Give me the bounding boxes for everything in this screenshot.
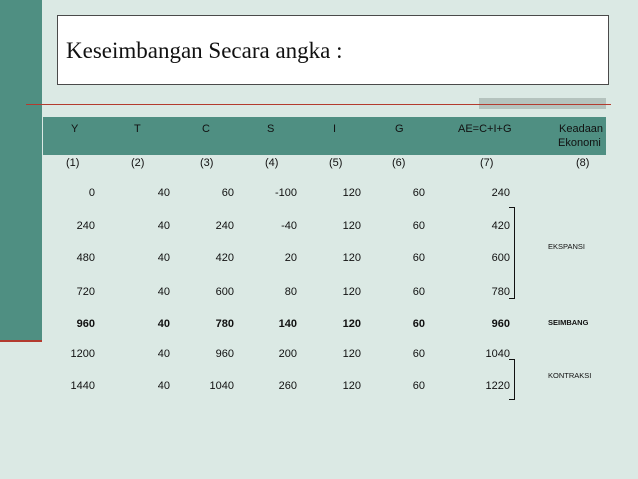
table-cell-t: 40 (157, 348, 170, 360)
table-cell-y: 960 (76, 318, 95, 330)
table-cell-g: 60 (412, 220, 425, 232)
colnum-3: (3) (200, 157, 214, 169)
table-cell-g: 60 (412, 286, 425, 298)
left-accent-line (0, 340, 42, 342)
table-cell-s: 260 (278, 380, 297, 392)
table-cell-ae: 240 (491, 187, 510, 199)
table-cell-t: 40 (157, 252, 170, 264)
table-header-band (43, 117, 606, 155)
colnum-2: (2) (131, 157, 145, 169)
header-c: C (202, 123, 210, 135)
table-cell-ae: 1040 (485, 348, 510, 360)
table-cell-g: 60 (412, 252, 425, 264)
table-cell-i: 120 (342, 187, 361, 199)
table-cell-t: 40 (157, 318, 170, 330)
colnum-7: (7) (480, 157, 494, 169)
table-cell-t: 40 (157, 187, 170, 199)
table-cell-s: -40 (281, 220, 297, 232)
note-seimbang: SEIMBANG (548, 318, 589, 327)
table-cell-c: 60 (221, 187, 234, 199)
table-cell-i: 120 (342, 380, 361, 392)
table-cell-s: 80 (284, 286, 297, 298)
table-cell-i: 120 (342, 252, 361, 264)
table-cell-c: 960 (215, 348, 234, 360)
table-cell-ae: 420 (491, 220, 510, 232)
table-cell-y: 0 (88, 187, 95, 199)
colnum-1: (1) (66, 157, 80, 169)
table-cell-c: 780 (215, 318, 234, 330)
header-t: T (134, 123, 141, 135)
table-cell-ae: 600 (491, 252, 510, 264)
table-cell-y: 480 (76, 252, 95, 264)
table-cell-t: 40 (157, 286, 170, 298)
ekspansi-bracket (509, 207, 515, 299)
table-cell-s: -100 (274, 187, 297, 199)
kontraksi-bracket (509, 359, 515, 400)
colnum-5: (5) (329, 157, 343, 169)
table-cell-c: 420 (215, 252, 234, 264)
header-g: G (395, 123, 404, 135)
table-cell-y: 720 (76, 286, 95, 298)
table-cell-i: 120 (342, 318, 361, 330)
header-ekonomi: Ekonomi (558, 137, 601, 149)
table-cell-c: 240 (215, 220, 234, 232)
table-cell-ae: 780 (491, 286, 510, 298)
header-y: Y (71, 123, 79, 135)
header-s: S (267, 123, 275, 135)
header-keadaan: Keadaan (559, 123, 604, 135)
table-cell-g: 60 (412, 187, 425, 199)
table-cell-t: 40 (157, 380, 170, 392)
note-kontraksi: KONTRAKSI (548, 371, 592, 380)
table-cell-ae: 960 (491, 318, 510, 330)
table-cell-s: 20 (284, 252, 297, 264)
left-accent-bar (0, 0, 42, 340)
slide-title: Keseimbangan Secara angka : (66, 38, 343, 63)
divider-line (26, 104, 611, 105)
table-cell-s: 200 (278, 348, 297, 360)
table-cell-y: 1440 (70, 380, 95, 392)
table-cell-c: 600 (215, 286, 234, 298)
table-cell-c: 1040 (209, 380, 234, 392)
table-cell-g: 60 (412, 380, 425, 392)
table-cell-ae: 1220 (485, 380, 510, 392)
header-ae: AE=C+I+G (458, 123, 512, 135)
table-cell-t: 40 (157, 220, 170, 232)
table-cell-g: 60 (412, 318, 425, 330)
table-cell-i: 120 (342, 348, 361, 360)
colnum-6: (6) (392, 157, 406, 169)
table-cell-y: 240 (76, 220, 95, 232)
colnum-4: (4) (265, 157, 279, 169)
table-cell-i: 120 (342, 220, 361, 232)
table-cell-g: 60 (412, 348, 425, 360)
table-cell-s: 140 (278, 318, 297, 330)
colnum-8: (8) (576, 157, 590, 169)
table-cell-y: 1200 (70, 348, 95, 360)
header-i: I (333, 123, 337, 135)
table-cell-i: 120 (342, 286, 361, 298)
note-ekspansi: EKSPANSI (548, 242, 585, 251)
